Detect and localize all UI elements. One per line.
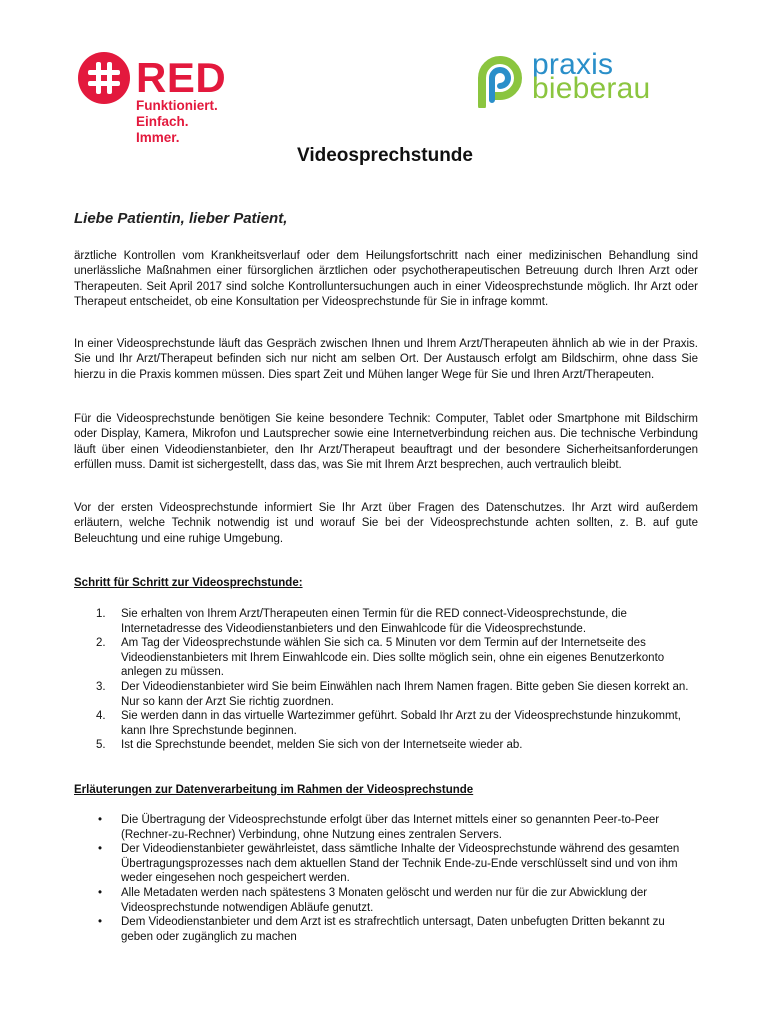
red-tagline-line: Funktioniert.	[136, 98, 218, 113]
red-logo	[78, 48, 248, 148]
list-item	[74, 607, 698, 636]
bullet-text: Die Übertragung der Videosprechstunde erfolgt über das Internet mittels einer so genannten Peer-to-Peer (Rechner-zu-Rechner) Verbindung, ohne Nutzung eines zentralen Servers.	[121, 814, 660, 841]
step-text: Der Videodienstanbieter wird Sie beim Einwählen nach Ihrem Namen fragen. Bitte geben Sie diesen korrekt an. Nur so kann der Arzt Sie richtig zuordnen.	[121, 680, 689, 708]
data-processing-list	[74, 813, 698, 944]
red-tagline-line: Immer.	[136, 130, 180, 145]
praxis-p-logo-icon	[474, 56, 526, 108]
praxis-bieberau-logo	[474, 50, 704, 110]
list-item	[74, 886, 698, 915]
list-item	[74, 842, 698, 886]
red-hash-logo-icon	[78, 52, 130, 104]
list-item	[74, 680, 698, 709]
step-text: Am Tag der Videosprechstunde wählen Sie sich ca. 5 Minuten vor dem Termin auf der Internetseite des Videodienstanbieters mit Ihrem Einwahlcode ein. Dies sollte möglich sein, ohne ein eigenes Benutzerkonto anlegen zu müssen.	[121, 637, 665, 679]
bullet-icon: •	[98, 916, 103, 929]
red-tagline-line: Einfach.	[136, 114, 189, 129]
bullet-icon: •	[98, 886, 103, 899]
step-number: 2.	[96, 637, 106, 650]
bullet-text: Alle Metadaten werden nach spätestens 3 Monaten gelöscht und werden nur für die zur Abwicklung der Videosprechstunde notwendigen Abläufe genutzt.	[121, 886, 648, 914]
list-item	[74, 738, 698, 753]
bullet-text: Dem Videodienstanbieter und dem Arzt ist es strafrechtlich untersagt, Daten unbefugten Dritten bekannt zu geben oder zugänglich zu machen	[121, 916, 665, 943]
list-item	[74, 636, 698, 680]
red-logo-word: RED	[136, 54, 227, 101]
paragraph-how-it-works: In einer Videosprechstunde läuft das Gespräch zwischen Ihnen und Ihrem Arzt/Therapeuten ähnlich ab wie in der Praxis. Sie und Ihr Arzt/Therapeut befinden sich nur nicht am selben Ort. Der Austausch erfolgt am Bildschirm, ohne dass Sie hierzu in die Praxis kommen müssen. Dies spart Zeit und Mühen langer Wege für Sie und Ihren Arzt/Therapeuten.	[74, 338, 698, 381]
bullet-icon: •	[98, 814, 103, 826]
step-text: Sie werden dann in das virtuelle Wartezimmer geführt. Sobald Ihr Arzt zu der Videosprechstunde hinzukommt, kann Ihre Sprechstunde beginnen.	[121, 710, 681, 737]
list-item	[74, 813, 698, 842]
page-title: Videosprechstunde	[297, 145, 473, 166]
step-text: Sie erhalten von Ihrem Arzt/Therapeuten einen Termin für die RED connect-Videosprechstunde, die Internetadresse des Videodienstanbieters und den Einwahlcode für die Videosprechstunde.	[121, 608, 627, 635]
step-number: 3.	[96, 680, 106, 693]
step-number: 1.	[96, 608, 106, 620]
step-number: 4.	[96, 710, 106, 723]
paragraph-technology: Für die Videosprechstunde benötigen Sie keine besondere Technik: Computer, Tablet oder Smartphone mit Bildschirm oder Display, Kamera, Mikrofon und Lautsprecher sowie eine Internetverbindung reichen aus. Die technische Verbindung läuft über einen Videodienstanbieter, den Ihr Arzt/Therapeut beauftragt und der besondere Sicherheitsanforderungen erfüllen muss. Damit ist sichergestellt, dass das, was Sie mit Ihrem Arzt besprechen, auch vertraulich bleibt.	[74, 413, 698, 472]
steps-heading: Schritt für Schritt zur Videosprechstunde:	[74, 577, 303, 589]
step-text: Ist die Sprechstunde beendet, melden Sie sich von der Internetseite wieder ab.	[121, 739, 523, 752]
greeting: Liebe Patientin, lieber Patient,	[74, 210, 288, 227]
paragraph-intro: ärztliche Kontrollen vom Krankheitsverlauf oder dem Heilungsfortschritt nach einer medizinischen Behandlung sind unerlässliche Maßnahmen einer fürsorglichen ärztlichen oder psychotherapeutischen Betreuung durch Ihren Arzt oder Therapeuten. Seit April 2017 sind solche Kontrolluntersuchungen auch in einer Videosprechstunde möglich. Ihr Arzt oder Therapeut entscheidet, ob eine Konsultation per Videosprechstunde für Sie in infrage kommt.	[74, 250, 698, 309]
paragraph-privacy: Vor der ersten Videosprechstunde informiert Sie Ihr Arzt über Fragen des Datenschutzes. Ihr Arzt wird außerdem erläutern, welche Technik notwendig ist und worauf Sie bei der Videosprechstunde achten sollten, z. B. auf gute Beleuchtung und eine ruhige Umgebung.	[74, 502, 698, 545]
step-number: 5.	[96, 739, 106, 752]
list-item	[74, 709, 698, 738]
bullet-text: Der Videodienstanbieter gewährleistet, dass sämtliche Inhalte der Videosprechstunde während des gesamten Übertragungsprozesses nach dem aktuellen Stand der Technik Ende-zu-Ende verschlüsselt sind und von ihm weder eingesehen noch gespeichert werden.	[121, 843, 680, 885]
bieberau-logo-word: bieberau	[532, 72, 651, 105]
praxis-logo-word: praxis	[532, 48, 614, 81]
list-item	[74, 915, 698, 944]
bullet-icon: •	[98, 843, 103, 856]
data-processing-heading: Erläuterungen zur Datenverarbeitung im Rahmen der Videosprechstunde	[74, 784, 474, 796]
red-logo-tagline	[136, 98, 218, 146]
steps-list	[74, 607, 698, 753]
